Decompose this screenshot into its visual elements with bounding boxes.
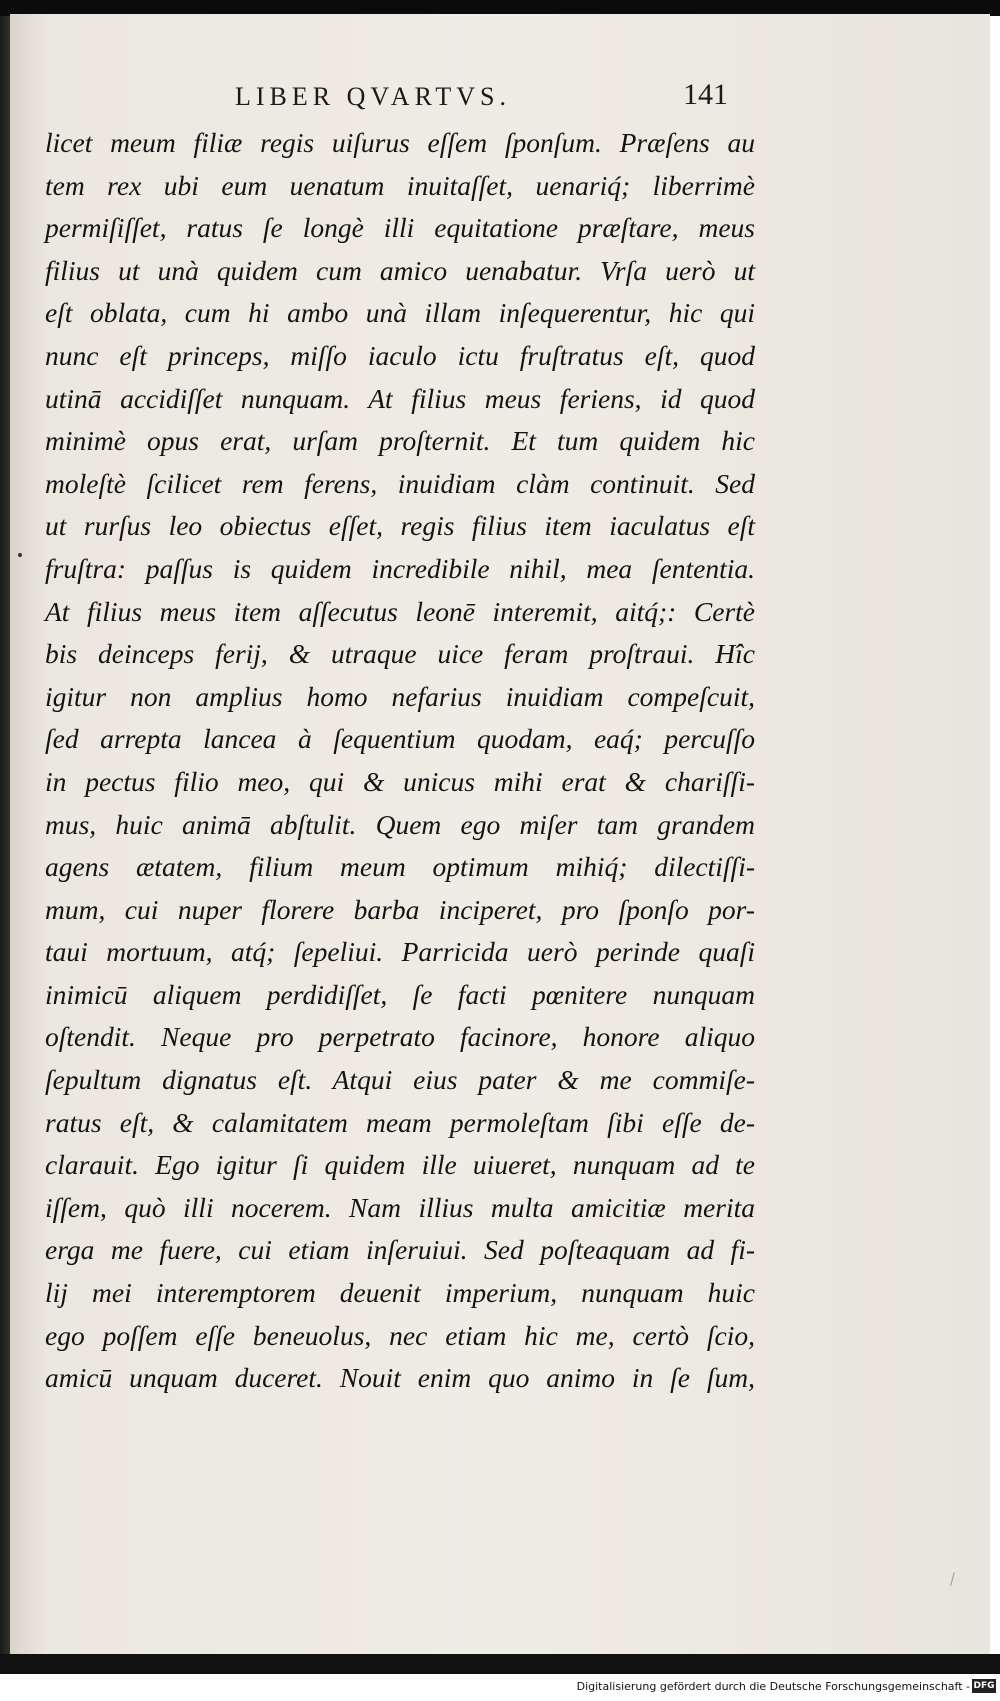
- text-line: mum, cui nuper florere barba inciperet, pro ſponſo por-: [45, 893, 755, 925]
- text-line: moleſtè ſcilicet rem ferens, inuidiam clàm continuit. Sed: [45, 467, 755, 499]
- dfg-logo: DFG: [973, 1681, 995, 1691]
- text-line: utinā accidiſſet nunquam. At filius meus feriens, id quod: [45, 382, 755, 414]
- text-line: bis deinceps ferij, & utraque uice feram proſtraui. Hîc: [45, 638, 755, 670]
- margin-dot: [18, 553, 22, 557]
- text-line: ratus eſt, & calamitatem meam permoleſtam ſibi eſſe de-: [45, 1106, 755, 1138]
- text-line: eſt oblata, cum hi ambo unà illam inſequerentur, hic qui: [45, 297, 755, 329]
- text-line: igitur non amplius homo nefarius inuidiam compeſcuit,: [45, 680, 755, 712]
- funding-credit: Digitalisierung gefördert durch die Deutsche Forschungsgemeinschaft -: [576, 1680, 970, 1693]
- text-line: permiſiſſet, ratus ſe longè illi equitatione præſtare, meus: [45, 212, 755, 244]
- text-line: minimè opus erat, urſam proſternit. Et tum quidem hic: [45, 425, 755, 457]
- text-line: taui mortuum, atq́; ſepeliui. Parricida uerò perinde quaſi: [45, 936, 755, 968]
- digitization-footer: [0, 1674, 1000, 1701]
- text-line: clarauit. Ego igitur ſi quidem ille uiueret, nunquam ad te: [45, 1149, 755, 1181]
- page-number: 141: [683, 78, 728, 111]
- text-line: agens ætatem, filium meum optimum mihiq́; dilectiſſi-: [45, 851, 755, 883]
- text-line: nunc eſt princeps, miſſo iaculo ictu fruſtratus eſt, quod: [45, 339, 755, 371]
- text-line: in pectus filio meo, qui & unicus mihi erat & chariſſi-: [45, 765, 755, 797]
- text-line: mus, huic animā abſtulit. Quem ego miſer tam grandem: [45, 808, 755, 840]
- text-line: filius ut unà quidem cum amico uenabatur. Vrſa uerò ut: [45, 254, 755, 286]
- scan-bottom-border: [0, 1654, 1000, 1674]
- text-line: ſepultum dignatus eſt. Atqui eius pater & me commiſe-: [45, 1064, 755, 1096]
- text-line: tem rex ubi eum uenatum inuitaſſet, uenariq́; liberrimè: [45, 169, 755, 201]
- text-line: lij mei interemptorem deuenit imperium, nunquam huic: [45, 1277, 755, 1309]
- text-line: iſſem, quò illi nocerem. Nam illius multa amicitiæ merita: [45, 1191, 755, 1223]
- text-line: oſtendit. Neque pro perpetrato facinore, honore aliquo: [45, 1021, 755, 1053]
- text-line: inimicū aliquem perdidiſſet, ſe facti pœnitere nunquam: [45, 978, 755, 1010]
- text-line: amicū unquam duceret. Nouit enim quo animo in ſe ſum,: [45, 1362, 755, 1394]
- running-head: LIBER QVARTVS.: [235, 82, 511, 111]
- text-line: ſed arrepta lancea à ſequentium quodam, eaq́; percuſſo: [45, 723, 755, 755]
- text-line: erga me fuere, cui etiam inſeruiui. Sed poſteaquam ad fi-: [45, 1234, 755, 1266]
- body-text: [45, 122, 755, 1400]
- text-line: ut rurſus leo obiectus eſſet, regis filius item iaculatus eſt: [45, 510, 755, 542]
- text-line: At filius meus item aſſecutus leonē interemit, aitq́;: Certè: [45, 595, 755, 627]
- text-line: fruſtra: paſſus is quidem incredibile nihil, mea ſententia.: [45, 552, 755, 584]
- text-line: licet meum filiæ regis uiſurus eſſem ſponſum. Præſens au: [45, 127, 755, 158]
- text-line: ego poſſem eſſe beneuolus, nec etiam hic me, certò ſcio,: [45, 1319, 755, 1351]
